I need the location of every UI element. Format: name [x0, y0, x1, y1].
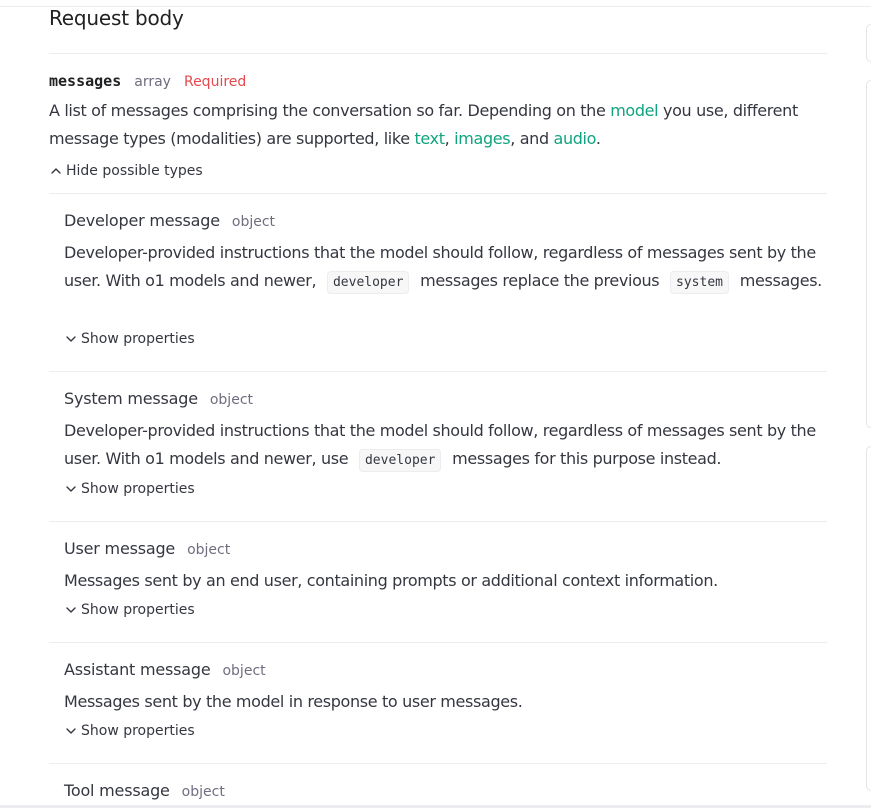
- type-kind: object: [187, 542, 231, 558]
- type-description: Developer-provided instructions that the model should follow, regardless of messages sent by the user. With o1 models and newer, developer messages replace the previous system messages.: [64, 239, 824, 297]
- chevron-up-icon: [50, 165, 62, 177]
- required-badge: Required: [183, 74, 247, 90]
- type-title: User message: [64, 539, 176, 558]
- model-link[interactable]: model: [610, 101, 659, 120]
- type-description: Messages sent by the model in response to user messages.: [64, 692, 523, 711]
- divider: [49, 193, 827, 194]
- show-properties-toggle[interactable]: Show properties: [65, 602, 195, 618]
- type-kind: object: [181, 784, 225, 800]
- divider: [49, 53, 827, 54]
- show-properties-toggle[interactable]: Show properties: [65, 331, 195, 347]
- chevron-down-icon: [65, 604, 77, 616]
- type-kind: object: [222, 663, 266, 679]
- right-panel-edge: [866, 446, 871, 791]
- divider: [49, 642, 827, 643]
- param-type: array: [134, 74, 171, 90]
- type-title: Developer message: [64, 211, 220, 230]
- chevron-down-icon: [65, 725, 77, 737]
- divider: [49, 763, 827, 764]
- type-assistant-message: [64, 660, 824, 716]
- type-description: Messages sent by an end user, containing prompts or additional context information.: [64, 571, 718, 590]
- type-system-message: [64, 389, 824, 475]
- divider: [49, 521, 827, 522]
- text-link[interactable]: text: [414, 129, 445, 148]
- show-properties-toggle[interactable]: Show properties: [65, 723, 195, 739]
- show-properties-toggle[interactable]: Show properties: [65, 481, 195, 497]
- code-system: system: [670, 271, 729, 294]
- type-title: Assistant message: [64, 660, 211, 679]
- section-title: Request body: [49, 6, 184, 30]
- code-developer: developer: [327, 271, 409, 294]
- right-panel-edge: [866, 24, 871, 62]
- images-link[interactable]: images: [454, 129, 511, 148]
- param-header: [49, 72, 246, 96]
- type-tool-message: [64, 781, 824, 803]
- type-kind: object: [231, 214, 276, 230]
- type-title: System message: [64, 389, 198, 408]
- type-developer-message: [64, 211, 824, 297]
- audio-link[interactable]: audio: [553, 129, 596, 148]
- right-panel-edge: [866, 80, 871, 428]
- chevron-down-icon: [65, 333, 77, 345]
- param-name: messages: [49, 72, 122, 90]
- type-kind: object: [209, 392, 254, 408]
- chevron-down-icon: [65, 483, 77, 495]
- type-title: Tool message: [64, 781, 170, 800]
- hide-possible-types-toggle[interactable]: Hide possible types: [50, 163, 203, 179]
- param-description: A list of messages comprising the conversation so far. Depending on the model you use, different message types (modalities) are supported, like text, images, and audio.: [49, 101, 798, 148]
- type-description: Developer-provided instructions that the model should follow, regardless of messages sent by the user. With o1 models and newer, use developer messages for this purpose instead.: [64, 417, 824, 475]
- code-developer: developer: [359, 449, 441, 472]
- type-user-message: [64, 539, 824, 595]
- divider: [49, 371, 827, 372]
